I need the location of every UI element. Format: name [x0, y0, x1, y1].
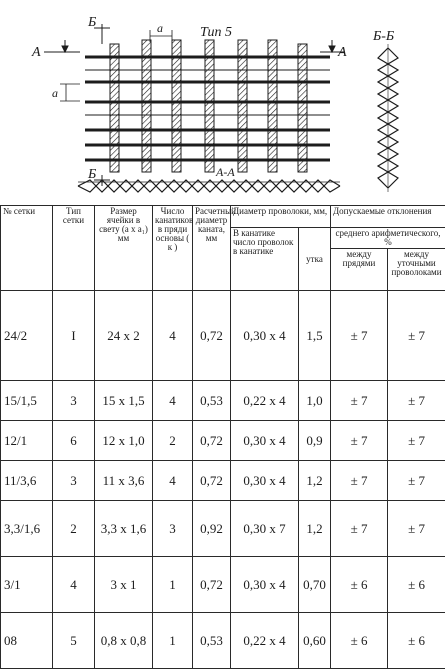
section-bb-view	[378, 44, 398, 192]
table-row	[1, 461, 445, 501]
cell-t2: ± 7	[388, 291, 445, 381]
cell-t1: ± 7	[331, 461, 388, 501]
cell-size: 24 х 2	[95, 291, 153, 381]
cell-wire: 0,30 х 4	[231, 461, 299, 501]
cell-num: 12/1	[1, 421, 53, 461]
section-aa-view	[78, 180, 340, 192]
cell-num: 08	[1, 613, 53, 669]
cell-type: I	[53, 291, 95, 381]
cell-k: 4	[153, 291, 193, 381]
header-between-strands: между прядями	[331, 249, 388, 291]
cell-t2: ± 6	[388, 613, 445, 669]
cell-size: 11 х 3,6	[95, 461, 153, 501]
cell-d: 0,92	[193, 501, 231, 557]
cell-d: 0,53	[193, 613, 231, 669]
cell-t2: ± 7	[388, 501, 445, 557]
cell-t1: ± 7	[331, 381, 388, 421]
cell-d: 0,72	[193, 557, 231, 613]
cell-d: 0,72	[193, 291, 231, 381]
header-type: Тип сетки	[53, 206, 95, 291]
cell-type: 4	[53, 557, 95, 613]
cell-size: 3,3 х 1,6	[95, 501, 153, 557]
label-b-bottom: Б	[87, 167, 96, 182]
cell-t1: ± 7	[331, 421, 388, 461]
cell-wire: 0,30 х 4	[231, 291, 299, 381]
header-between-weft: между уточными проволоками	[388, 249, 445, 291]
cell-weft: 1,5	[299, 291, 331, 381]
table-row	[1, 421, 445, 461]
mesh-drawing	[0, 0, 445, 205]
cell-k: 4	[153, 461, 193, 501]
label-a-right: А	[337, 45, 347, 60]
cell-d: 0,72	[193, 461, 231, 501]
cell-num: 11/3,6	[1, 461, 53, 501]
cell-wire: 0,22 х 4	[231, 381, 299, 421]
cell-wire: 0,30 х 7	[231, 501, 299, 557]
cell-d: 0,53	[193, 381, 231, 421]
mesh-grid	[85, 40, 330, 172]
table-row	[1, 557, 445, 613]
cell-type: 2	[53, 501, 95, 557]
spec-table	[0, 205, 445, 669]
header-tolerance: Допускаемые отклонения	[331, 206, 445, 228]
cell-weft: 1,2	[299, 461, 331, 501]
cell-wire: 0,22 х 4	[231, 613, 299, 669]
cell-type: 6	[53, 421, 95, 461]
section-bb-markers	[94, 24, 110, 186]
header-num: № сетки	[1, 206, 53, 291]
cell-type: 3	[53, 461, 95, 501]
cell-t2: ± 7	[388, 381, 445, 421]
label-a-left: А	[31, 45, 41, 60]
cell-k: 1	[153, 557, 193, 613]
table-row	[1, 291, 445, 381]
cell-wire: 0,30 х 4	[231, 557, 299, 613]
cell-t1: ± 6	[331, 557, 388, 613]
header-size: Размер ячейки в свету (а х а₁) мм	[95, 206, 153, 291]
label-b-top: Б	[87, 15, 96, 30]
cell-t1: ± 7	[331, 291, 388, 381]
cell-k: 4	[153, 381, 193, 421]
cell-num: 24/2	[1, 291, 53, 381]
header-weft: утка	[299, 228, 331, 291]
dim-a1-label: a	[52, 86, 58, 100]
cell-t1: ± 6	[331, 613, 388, 669]
header-strands: Число канатиков в пряди основы ( к )	[153, 206, 193, 291]
cell-k: 1	[153, 613, 193, 669]
cell-weft: 0,60	[299, 613, 331, 669]
header-tol-sub: среднего арифметического, %	[331, 228, 445, 249]
cell-k: 3	[153, 501, 193, 557]
cell-num: 15/1,5	[1, 381, 53, 421]
cell-num: 3/1	[1, 557, 53, 613]
section-aa-label: А-А	[215, 165, 235, 179]
type-label: Тип 5	[200, 25, 232, 40]
header-wire-diam: Диаметр проволоки, мм,	[231, 206, 331, 228]
cell-t2: ± 7	[388, 461, 445, 501]
cell-size: 3 х 1	[95, 557, 153, 613]
cell-size: 12 х 1,0	[95, 421, 153, 461]
cell-size: 15 х 1,5	[95, 381, 153, 421]
table-row	[1, 613, 445, 669]
cell-d: 0,72	[193, 421, 231, 461]
cell-weft: 1,2	[299, 501, 331, 557]
dimension-a1	[60, 84, 80, 101]
cell-size: 0,8 х 0,8	[95, 613, 153, 669]
dim-a-label: a	[157, 21, 163, 35]
cell-t2: ± 7	[388, 421, 445, 461]
cell-weft: 0,9	[299, 421, 331, 461]
cell-t2: ± 6	[388, 557, 445, 613]
header-in-strand: В канатике число проволок в канатике	[231, 228, 299, 291]
table-row	[1, 381, 445, 421]
header-diam-calc: Расчетный диаметр каната, мм	[193, 206, 231, 291]
cell-type: 3	[53, 381, 95, 421]
cell-num: 3,3/1,6	[1, 501, 53, 557]
cell-type: 5	[53, 613, 95, 669]
cell-wire: 0,30 х 4	[231, 421, 299, 461]
section-bb-label: Б-Б	[372, 29, 394, 44]
cell-k: 2	[153, 421, 193, 461]
cell-t1: ± 7	[331, 501, 388, 557]
table-row	[1, 501, 445, 557]
cell-weft: 1,0	[299, 381, 331, 421]
cell-weft: 0,70	[299, 557, 331, 613]
